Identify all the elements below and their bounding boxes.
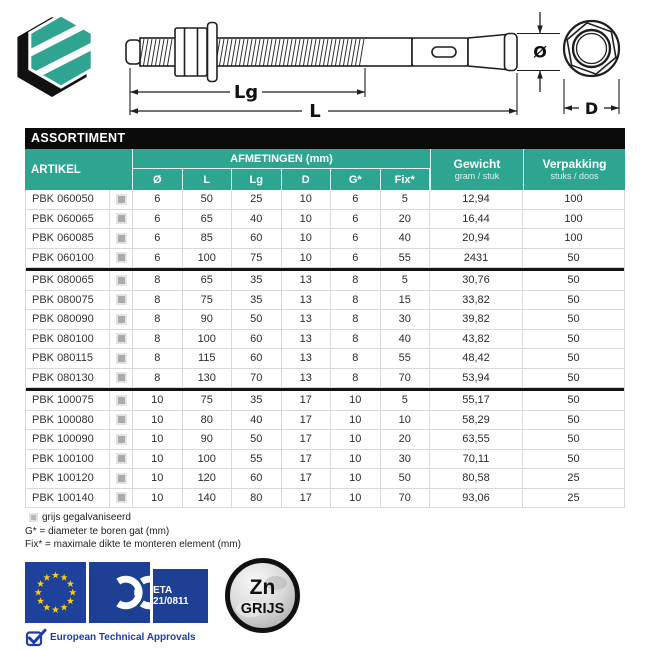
verpakking-cell: 50 [567,352,580,365]
artikel-cell: PBK 100100 [26,450,110,469]
dim-cell: 8 [133,369,183,388]
column-group-afmetingen: AFMETINGEN (mm) [133,149,430,169]
verpakking-subtitle: stuks / doos [550,171,599,181]
galvanized-swatch-icon [116,492,127,503]
gray-swatch-icon [29,513,38,522]
verpakking-cell: 50 [567,413,580,426]
verpakking-title: Verpakking [542,157,607,171]
gewicht-cell: 39,82 [430,310,523,329]
verpakking-cell: 25 [567,491,580,504]
dim-cell: 85 [183,229,233,248]
verpakking-cell: 100 [564,193,583,206]
verpakking-cell: 50 [567,433,580,446]
gewicht-cell: 58,29 [430,411,523,430]
footnote-g: G* = diameter te boren gat (mm) [25,525,170,537]
dim-cell: 55 [381,249,431,268]
dim-cell: 15 [381,291,431,310]
dim-cell: 17 [282,450,332,469]
dim-cell: 40 [381,229,431,248]
legend-text: grijs gegalvaniseerd [42,512,131,523]
artikel-cell: PBK 080090 [26,310,110,329]
footnotes [25,511,241,552]
swatch-cell [110,450,133,469]
dim-cell: 90 [183,310,233,329]
dim-cell: 10 [331,489,381,508]
table-row [26,271,624,291]
dim-cell: 60 [232,330,282,349]
galvanized-swatch-icon [116,275,127,286]
gewicht-cell: 53,94 [430,369,523,388]
zinc-gray-badge [224,557,301,634]
dim-cell: 50 [183,190,233,209]
dim-cell: 10 [282,229,332,248]
dim-cell: 20 [381,210,431,229]
dim-cell: 140 [183,489,233,508]
dim-cell: 6 [331,229,381,248]
dim-cell: 10 [133,391,183,410]
bolt-tip [126,40,141,64]
dim-cell: 10 [381,411,431,430]
table-row [26,229,624,249]
artikel-cell: PBK 080075 [26,291,110,310]
gewicht-cell: 2431 [430,249,523,268]
hex-nut [175,28,207,76]
dim-cell: 6 [331,249,381,268]
dim-cell: 8 [133,349,183,368]
dim-cell: 70 [381,489,431,508]
wedge-cone [468,35,506,70]
zn-label: Zn [249,576,276,599]
dim-cell: 17 [282,391,332,410]
galvanized-swatch-icon [116,213,127,224]
verpakking-cell: 100 [564,232,583,245]
artikel-cell: PBK 080130 [26,369,110,388]
dim-cell: 6 [133,229,183,248]
verpakking-cell: 50 [567,332,580,345]
galvanized-swatch-icon [116,414,127,425]
gewicht-title: Gewicht [453,157,501,171]
dim-cell: 17 [282,469,332,488]
nut-front-view [564,21,619,76]
table-row [26,411,624,431]
dim-cell: 130 [183,369,233,388]
expansion-clip [412,38,468,66]
table-row [26,310,624,330]
dim-cell: 13 [282,310,332,329]
gewicht-cell: 20,94 [430,229,523,248]
swatch-cell [110,391,133,410]
dim-cell: 10 [331,411,381,430]
dim-cell: 10 [331,450,381,469]
swatch-cell [110,210,133,229]
dim-cell: 40 [232,411,282,430]
dim-cell: 75 [183,291,233,310]
gewicht-cell: 80,58 [430,469,523,488]
galvanized-swatch-icon [116,395,127,406]
footnote-fix: Fix* = maximale dikte te monteren element (mm) [25,539,241,550]
galvanized-swatch-icon [116,333,127,344]
gewicht-cell: 33,82 [430,291,523,310]
dim-cell: 6 [331,190,381,209]
dim-cell: 5 [381,271,431,290]
dim-cell: 75 [183,391,233,410]
dim-cell: 6 [331,210,381,229]
verpakking-cell: 50 [567,371,580,384]
brand-logo-hexagon-icon [10,10,100,100]
verpakking-cell: 50 [567,274,580,287]
dim-cell: 8 [133,271,183,290]
column-header-length: L [183,169,233,190]
dim-cell: 17 [282,489,332,508]
dim-cell: 25 [232,190,282,209]
dim-cell: 115 [183,349,233,368]
dim-cell: 6 [133,190,183,209]
dim-cell: 8 [133,291,183,310]
galvanized-swatch-icon [116,434,127,445]
verpakking-cell: 100 [564,212,583,225]
galvanized-swatch-icon [116,473,127,484]
table-row [26,489,624,509]
dim-cell: 5 [381,391,431,410]
dim-label-total-length: L [309,101,321,122]
dim-cell: 10 [331,391,381,410]
dim-cell: 30 [381,310,431,329]
table-row [26,330,624,350]
dim-cell: 13 [282,291,332,310]
dim-cell: 35 [232,271,282,290]
artikel-cell: PBK 060085 [26,229,110,248]
artikel-cell: PBK 080115 [26,349,110,368]
dim-cell: 30 [381,450,431,469]
dim-cell: 80 [183,411,233,430]
dim-cell: 35 [232,391,282,410]
dim-cell: 5 [381,190,431,209]
galvanized-swatch-icon [116,194,127,205]
dim-cell: 10 [133,469,183,488]
verpakking-cell: 50 [567,313,580,326]
dim-cell: 8 [331,291,381,310]
galvanized-swatch-icon [116,294,127,305]
dim-cell: 70 [232,369,282,388]
dim-cell: 50 [381,469,431,488]
galvanized-swatch-icon [116,353,127,364]
dim-cell: 10 [133,430,183,449]
gewicht-cell: 16,44 [430,210,523,229]
dim-cell: 10 [282,190,332,209]
dim-cell: 10 [133,489,183,508]
table-row [26,349,624,369]
eta-approval-badge [153,569,208,623]
dim-label-diameter: Ø [533,42,547,62]
galvanized-swatch-icon [116,372,127,383]
dim-cell: 120 [183,469,233,488]
dim-cell: 8 [331,369,381,388]
swatch-cell [110,271,133,290]
dim-cell: 6 [133,249,183,268]
end-cap [505,34,518,71]
dim-label-thread-length: Lg [233,82,259,103]
dim-cell: 40 [381,330,431,349]
table-row [26,190,624,210]
table-row [26,369,624,389]
galvanized-swatch-icon [116,453,127,464]
column-header-thread-length: Lg [232,169,282,190]
table-row [26,291,624,311]
table-row [26,450,624,470]
table-row [26,430,624,450]
dim-cell: 13 [282,369,332,388]
gewicht-cell: 55,17 [430,391,523,410]
artikel-cell: PBK 060100 [26,249,110,268]
dim-cell: 60 [232,229,282,248]
dim-cell: 8 [331,349,381,368]
table-title: ASSORTIMENT [25,128,625,149]
column-header-fixture: Fix* [381,169,431,190]
artikel-cell: PBK 080065 [26,271,110,290]
dim-cell: 65 [183,210,233,229]
swatch-cell [110,411,133,430]
dim-cell: 50 [232,310,282,329]
dim-cell: 10 [331,430,381,449]
dim-cell: 100 [183,450,233,469]
checkbox-check-icon [25,628,47,647]
dim-cell: 90 [183,430,233,449]
dim-cell: 10 [331,469,381,488]
table-row [26,249,624,269]
dim-cell: 10 [133,411,183,430]
gewicht-cell: 12,94 [430,190,523,209]
dim-cell: 50 [232,430,282,449]
galvanized-swatch-icon [116,252,127,263]
artikel-cell: PBK 100120 [26,469,110,488]
swatch-cell [110,310,133,329]
table-row [26,210,624,230]
dim-cell: 70 [381,369,431,388]
dim-cell: 100 [183,330,233,349]
swatch-cell [110,249,133,268]
swatch-cell [110,229,133,248]
dim-cell: 20 [381,430,431,449]
washer [208,23,218,82]
dim-cell: 40 [232,210,282,229]
gewicht-cell: 30,76 [430,271,523,290]
table-header [25,149,625,190]
artikel-cell: PBK 100090 [26,430,110,449]
column-header-drill-diameter: G* [331,169,381,190]
table-body [25,190,625,508]
galvanized-swatch-icon [116,314,127,325]
anchor-bolt-technical-drawing [120,5,650,125]
dim-cell: 13 [282,349,332,368]
column-header-gewicht [430,149,523,190]
dim-cell: 35 [232,291,282,310]
gewicht-subtitle: gram / stuk [454,171,500,181]
dim-cell: 17 [282,430,332,449]
dim-cell: 80 [232,489,282,508]
european-technical-approvals [25,628,196,647]
artikel-cell: PBK 100075 [26,391,110,410]
gewicht-cell: 48,42 [430,349,523,368]
dim-cell: 10 [133,450,183,469]
dim-cell: 75 [232,249,282,268]
dim-cell: 8 [331,330,381,349]
dim-cell: 8 [331,271,381,290]
gewicht-cell: 93,06 [430,489,523,508]
verpakking-cell: 50 [567,251,580,264]
swatch-cell [110,489,133,508]
dim-cell: 13 [282,330,332,349]
artikel-cell: PBK 080100 [26,330,110,349]
dim-cell: 55 [381,349,431,368]
table-row [26,469,624,489]
dim-cell: 100 [183,249,233,268]
eta-label: ETA 21/0811 [153,585,189,607]
column-header-head-width: D [282,169,332,190]
swatch-cell [110,430,133,449]
dim-cell: 8 [331,310,381,329]
dim-label-head-width: D [584,99,599,118]
table-row [26,391,624,411]
dim-cell: 55 [232,450,282,469]
dim-cell: 13 [282,271,332,290]
artikel-cell: PBK 100140 [26,489,110,508]
dim-cell: 8 [133,330,183,349]
dim-cell: 65 [183,271,233,290]
dim-cell: 60 [232,349,282,368]
dim-cell: 6 [133,210,183,229]
artikel-cell: PBK 100080 [26,411,110,430]
verpakking-cell: 50 [567,394,580,407]
column-header-verpakking [523,149,625,190]
assortment-table [25,128,625,508]
swatch-cell [110,369,133,388]
artikel-cell: PBK 060065 [26,210,110,229]
column-header-diameter: Ø [133,169,183,190]
gewicht-cell: 63,55 [430,430,523,449]
grijs-label: GRIJS [240,601,285,617]
galvanized-swatch-icon [116,233,127,244]
gewicht-cell: 43,82 [430,330,523,349]
verpakking-cell: 50 [567,452,580,465]
verpakking-cell: 25 [567,472,580,485]
verpakking-cell: 50 [567,293,580,306]
dim-cell: 8 [133,310,183,329]
dim-cell: 60 [232,469,282,488]
swatch-cell [110,330,133,349]
swatch-cell [110,291,133,310]
column-header-artikel: ARTIKEL [25,149,133,190]
approvals-label: European Technical Approvals [50,632,196,643]
artikel-cell: PBK 060050 [26,190,110,209]
swatch-cell [110,190,133,209]
gewicht-cell: 70,11 [430,450,523,469]
dim-cell: 10 [282,210,332,229]
eu-flag-icon [25,562,86,623]
legend-galvanized [25,511,241,525]
dim-cell: 17 [282,411,332,430]
swatch-cell [110,349,133,368]
dim-cell: 10 [282,249,332,268]
ce-mark-icon [89,562,150,623]
swatch-cell [110,469,133,488]
